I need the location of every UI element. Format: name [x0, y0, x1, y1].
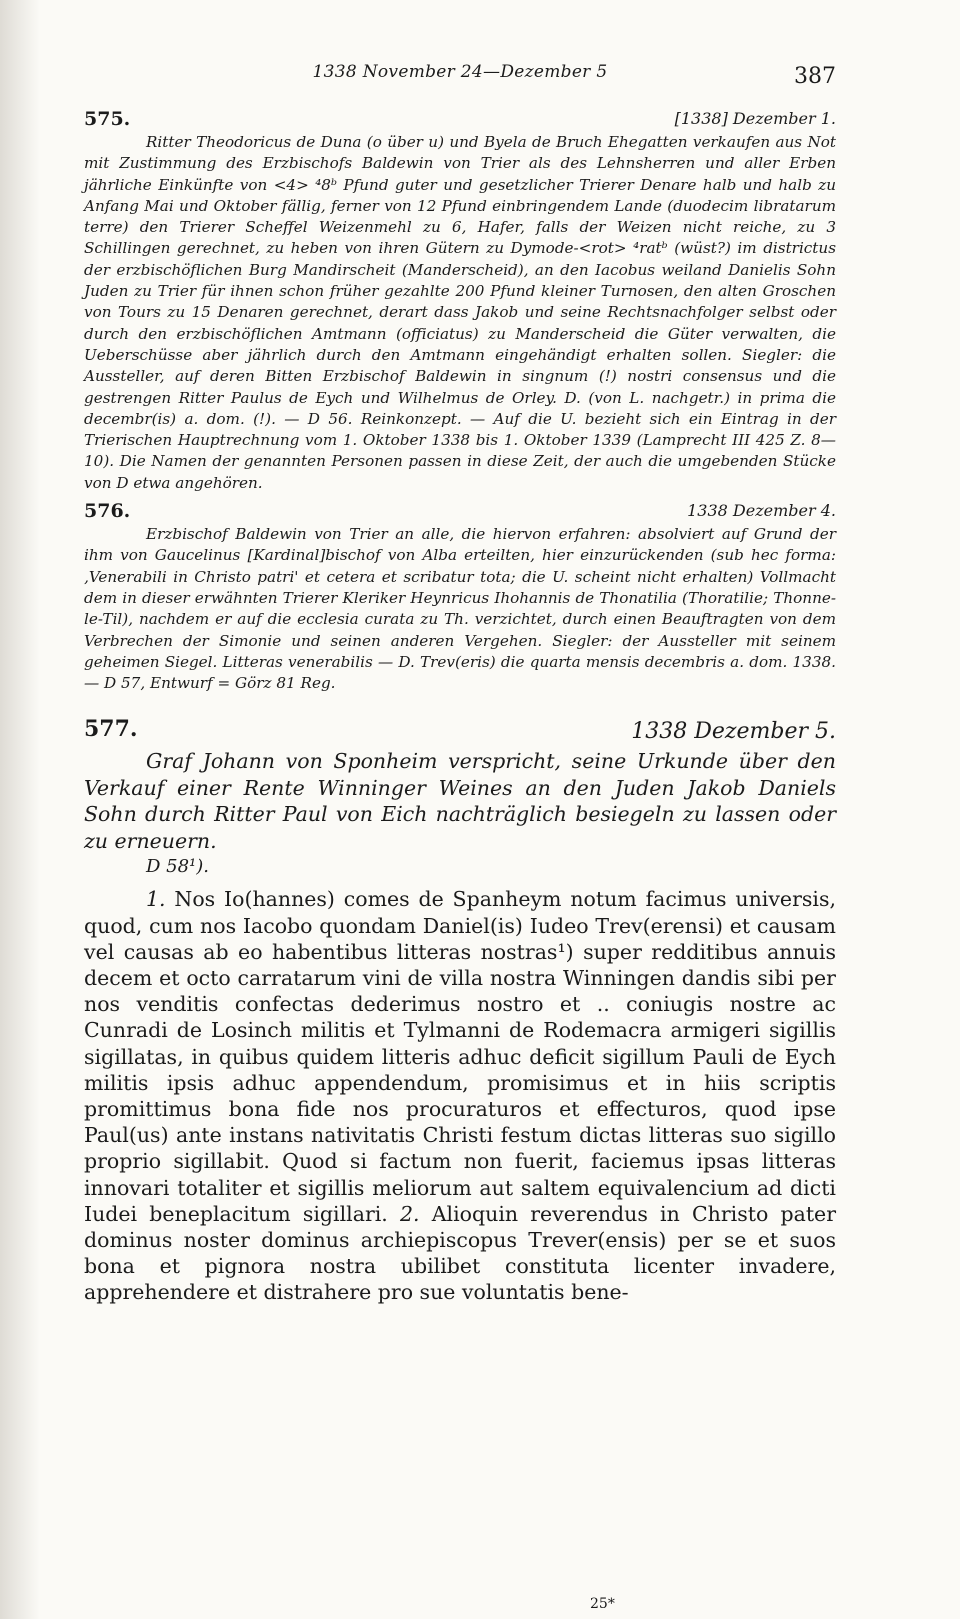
entry-576-number: 576.: [84, 500, 131, 523]
entry-577-head: [84, 716, 836, 746]
entry-576-date: 1338 Dezember 4.: [687, 501, 836, 521]
paragraph-1-number: 1.: [146, 887, 166, 912]
entry-577-body: [84, 886, 836, 1305]
page-number: 387: [794, 64, 836, 89]
paragraph-2-number: 2.: [400, 1201, 420, 1226]
entry-576-head: [84, 500, 836, 524]
paragraph-2-text: Alioquin reverendus in Christo pater dominus noster dominus archiepiscopus Trever(ensis) per se et suos bona et pignora nostra ubilibet constituta licenter invadere, apprehendere et distrahere pro sue voluntatis bene-: [84, 1201, 836, 1305]
page-edge-shadow: [0, 0, 40, 1619]
document-page: [84, 50, 836, 1306]
running-head-title: 1338 November 24—Dezember 5: [312, 62, 608, 82]
entry-577-date: 1338 Dezember 5.: [631, 719, 836, 745]
running-head: [84, 50, 836, 98]
entry-575-head: [84, 108, 836, 132]
entry-577-regest: Graf Johann von Sponheim verspricht, seine Urkunde über den Verkauf einer Rente Winninger Weines an den Juden Jakob Daniels Sohn durch Ritter Paul von Eich nachträglich besiegeln zu lassen oder zu erneuern.: [84, 749, 836, 853]
entry-575-text: Ritter Theodoricus de Duna (o über u) und Byela de Bruch Ehegatten verkaufen aus Not mit Zustimmung des Erzbischofs Baldewin von Trier als des Lehnsherren und aller Erben jährliche Einkünfte von <4> ⁴8ᵇ Pfund guter und gesetzlicher Trierer Denare halb und halb zu Anfang Mai und Oktober fällig, ferner von 12 Pfund einbringendem Lande (duodecim libratarum terre) den Trierer Scheffel Weizenmehl zu 6, Hafer, falls der Weizen nicht reiche, zu 3 Schillingen gerechnet, zu heben von ihren Gütern zu Dymode-<rot> ⁴ratᵇ (wüst?) im districtus der erzbischöflichen Burg Mandirscheit (Manderscheid), an den Iacobus weiland Danielis Sohn Juden zu Trier für ihnen schon früher gezahlte 200 Pfund kleiner Turnosen, den alten Groschen von Tours zu 15 Denaren gerechnet, derart dass Jakob und seine Rechtsnachfolger selbst oder durch den erzbischöflichen Amtmann (officiatus) zu Manderscheid die Güter verwalten, die Ueberschüsse aber jährlich durch den Amtmann eingehändigt erhalten sollen. Siegler: die Aussteller, auf deren Bitten Erzbischof Baldewin in singnum (!) nostri consensus und die gestrengen Ritter Paulus de Eych und Wilhelmus de Orley. D. (von L. nachgetr.) in prima die decembr(is) a. dom. (!). — D 56. Reinkonzept. — Auf die U. bezieht sich ein Eintrag in der Trierischen Hauptrechnung vom 1. Oktober 1338 bis 1. Oktober 1339 (Lamprecht III 425 Z. 8—10). Die Namen der genannten Personen passen in diese Zeit, der auch die umgebenden Stücke von D etwa angehören.: [84, 133, 836, 492]
entry-577-number: 577.: [84, 716, 138, 743]
entry-575-number: 575.: [84, 108, 131, 130]
entry-577-source: D 58¹).: [146, 856, 210, 878]
printer-signature: 25*: [590, 1596, 615, 1612]
paragraph-1-text: Nos Io(hannes) comes de Spanheym notum facimus universis, quod, cum nos Iacobo quondam Daniel(is) Iudeo Trev(erensi) et causam vel causas ab eo habentibus litteras nostras¹) super redditibus annuis decem et octo carratarum vini de villa nostra Winningen dandis sibi per nos venditis confectas dederimus nostro et .. coniugis nostre ac Cunradi de Losinch militis et Tylmanni de Rodemacra armigeri sigillis sigillatas, in quibus quidem litteris adhuc deficit sigillum Pauli de Eych militis ipsis adhuc appendendum, promisimus et in hiis scriptis promittimus bona fide nos procuraturos et effecturos, quod ipse Paul(us) ante instans nativitatis Christi festum dictas litteras suo sigillo proprio sigillabit. Quod si factum non fuerit, faciemus ipsas litteras innovari totaliter et sigillis meliorum aut saltem equivalencium ad dicti Iudei beneplacitum sigillari.: [84, 887, 836, 1226]
entry-575-date: [1338] Dezember 1.: [674, 109, 836, 128]
entry-576-text: Erzbischof Baldewin von Trier an alle, die hiervon erfahren: absolviert auf Grund der ihm von Gaucelinus [Kardinal]bischof von Alba erteilten, hier einzurückenden (sub hec forma: ‚Venerabili in Christo patri' et cetera et scribatur tota; die U. scheint nicht erhalten) Vollmacht dem in dieser erwähnten Trierer Kleriker Heynricus Ihohannis de Thonatilia (Thoratilie; Thonne-le-Til), nachdem er auf die ecclesia curata zu Th. verzichtet, durch einen Beauftragten von dem Verbrechen der Simonie und seinen anderen Vergehen. Siegler: der Aussteller mit seinem geheimen Siegel. Litteras venerabilis — D. Trev(eris) die quarta mensis decembris a. dom. 1338. — D 57, Entwurf = Görz 81 Reg.: [84, 525, 836, 693]
